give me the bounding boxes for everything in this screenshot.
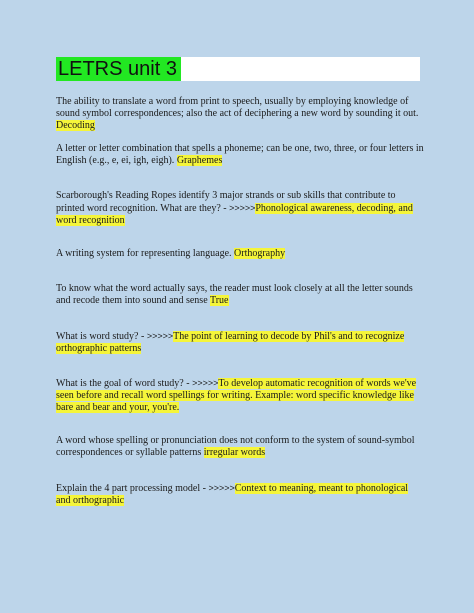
qa-item-7 [56,377,424,414]
answer-highlight: The point of learning to decode by Phil's and to recognize orthographic patterns [56,331,405,354]
page-title: LETRS unit 3 [56,57,181,81]
qa-item-6 [56,330,424,355]
question-text: A word whose spelling or pronunciation does not conform to the system of sound-symbol correspondences or syllable patterns [56,435,415,458]
answer-highlight: Context to meaning, meant to phonological and orthographic [56,483,409,506]
answer-highlight: Decoding [56,120,95,131]
answer-highlight: Orthography [234,248,286,259]
answer-highlight: Phonological awareness, decoding, and word recognition [56,203,413,226]
question-text: To know what the word actually says, the reader must look closely at all the letter sounds and recode them into sound and sense [56,283,413,306]
separator: >>>>> [226,203,256,213]
question-text: A letter or letter combination that spells a phoneme; can be one, two, three, or four letters in English (e.g., e, ei, igh, eigh). [56,143,424,166]
qa-item-2 [56,143,424,167]
answer-highlight: To develop automatic recognition of words we've seen before and recall word spellings for writing. Example: word specific knowledge like bare and bear and your, you're. [56,378,417,413]
qa-item-4 [56,248,424,260]
qa-item-9 [56,482,424,507]
separator: >>>>> [189,378,219,388]
question-text: What is the goal of word study? - [56,378,190,389]
question-text: Explain the 4 part processing model - [56,483,206,494]
qa-item-1 [56,96,424,132]
answer-highlight: Graphemes [176,155,223,166]
separator: >>>>> [144,331,174,341]
question-text: Scarborough's Reading Ropes identify 3 major strands or sub skills that contribute to printed word recognition. What are they? - [56,190,396,214]
answer-highlight: irregular words [203,447,266,458]
qa-item-8 [56,435,424,459]
qa-item-5 [56,283,424,307]
separator: >>>>> [205,483,235,493]
title-bar [56,57,420,81]
answer-highlight: True [209,295,229,306]
question-text: What is word study? - [56,331,145,342]
question-text: A writing system for representing language. [56,248,232,259]
qa-item-3 [56,190,424,227]
question-text: The ability to translate a word from print to speech, usually by employing knowledge of sound symbol correspondences; also the act of deciphering a new word by sounding it out. [56,96,419,119]
